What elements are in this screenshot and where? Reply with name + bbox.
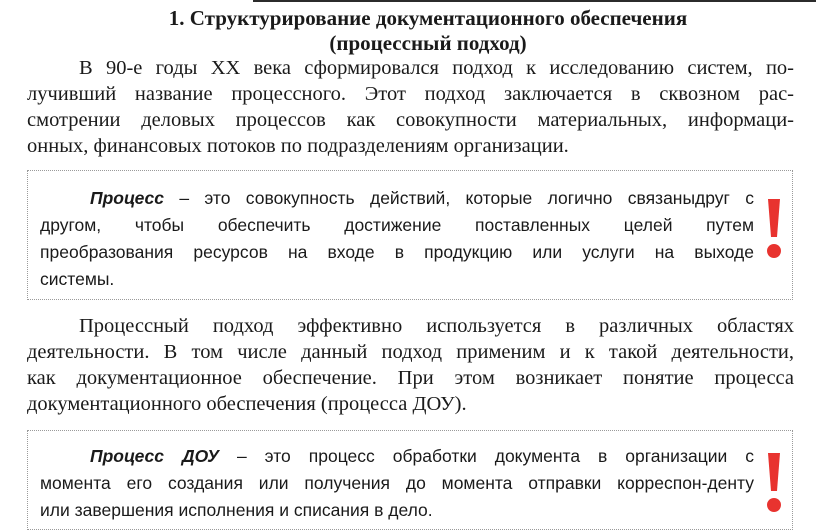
intro-line: онных, финансовых потоков по подразделениям организации. [27,135,569,157]
definition-line: или завершения исполнения и списания в дело. [40,500,433,520]
definition-line-text: – это процесс обработки документа в организации с [219,446,754,466]
middle-line: документационного обеспечения (процесса ДОУ). [27,393,467,415]
dou-definition-text [40,443,754,524]
section-subheading: (процессный подход) [329,31,527,55]
intro-line: В 90-е годы ХХ века сформировался подход к исследованию систем, по- [79,57,794,79]
section-heading: 1. Структурирование документационного обеспечения [168,6,688,30]
intro-paragraph [27,55,794,159]
process-definition-text [40,185,754,293]
definition-line: другом, чтобы обеспечить достижение поставленных целей путем [40,215,754,235]
intro-line: смотрении деловых процессов как совокупности материальных, информаци- [27,109,794,131]
intro-line: лучивший название процессного. Этот подход заключается в сквозном рас- [27,83,794,105]
definition-term: Процесс [90,188,165,208]
middle-line: Процессный подход эффективно используется в различных областях [79,315,794,337]
exclamation-icon [766,197,782,259]
definition-line: преобразования ресурсов на входе в продукцию или услуги на выходе [40,242,754,262]
middle-paragraph [27,313,794,417]
process-definition-box [27,170,793,300]
definition-line-text: – это совокупность действий, которые логично связаныдруг с [164,188,754,208]
definition-term: Процесс ДОУ [90,446,219,466]
middle-line: как документационное обеспечение. При этом возникает понятие процесса [27,367,794,389]
definition-line: момента его создания или получения до момента отправки корреспон-денту [40,473,754,493]
definition-line [40,443,754,470]
exclamation-icon [766,451,782,513]
definition-line: системы. [40,269,115,289]
top-rule [253,0,816,2]
definition-line [40,185,754,212]
middle-line: деятельности. В том числе данный подход применим и к такой деятельности, [27,341,794,363]
dou-definition-box [27,430,793,530]
